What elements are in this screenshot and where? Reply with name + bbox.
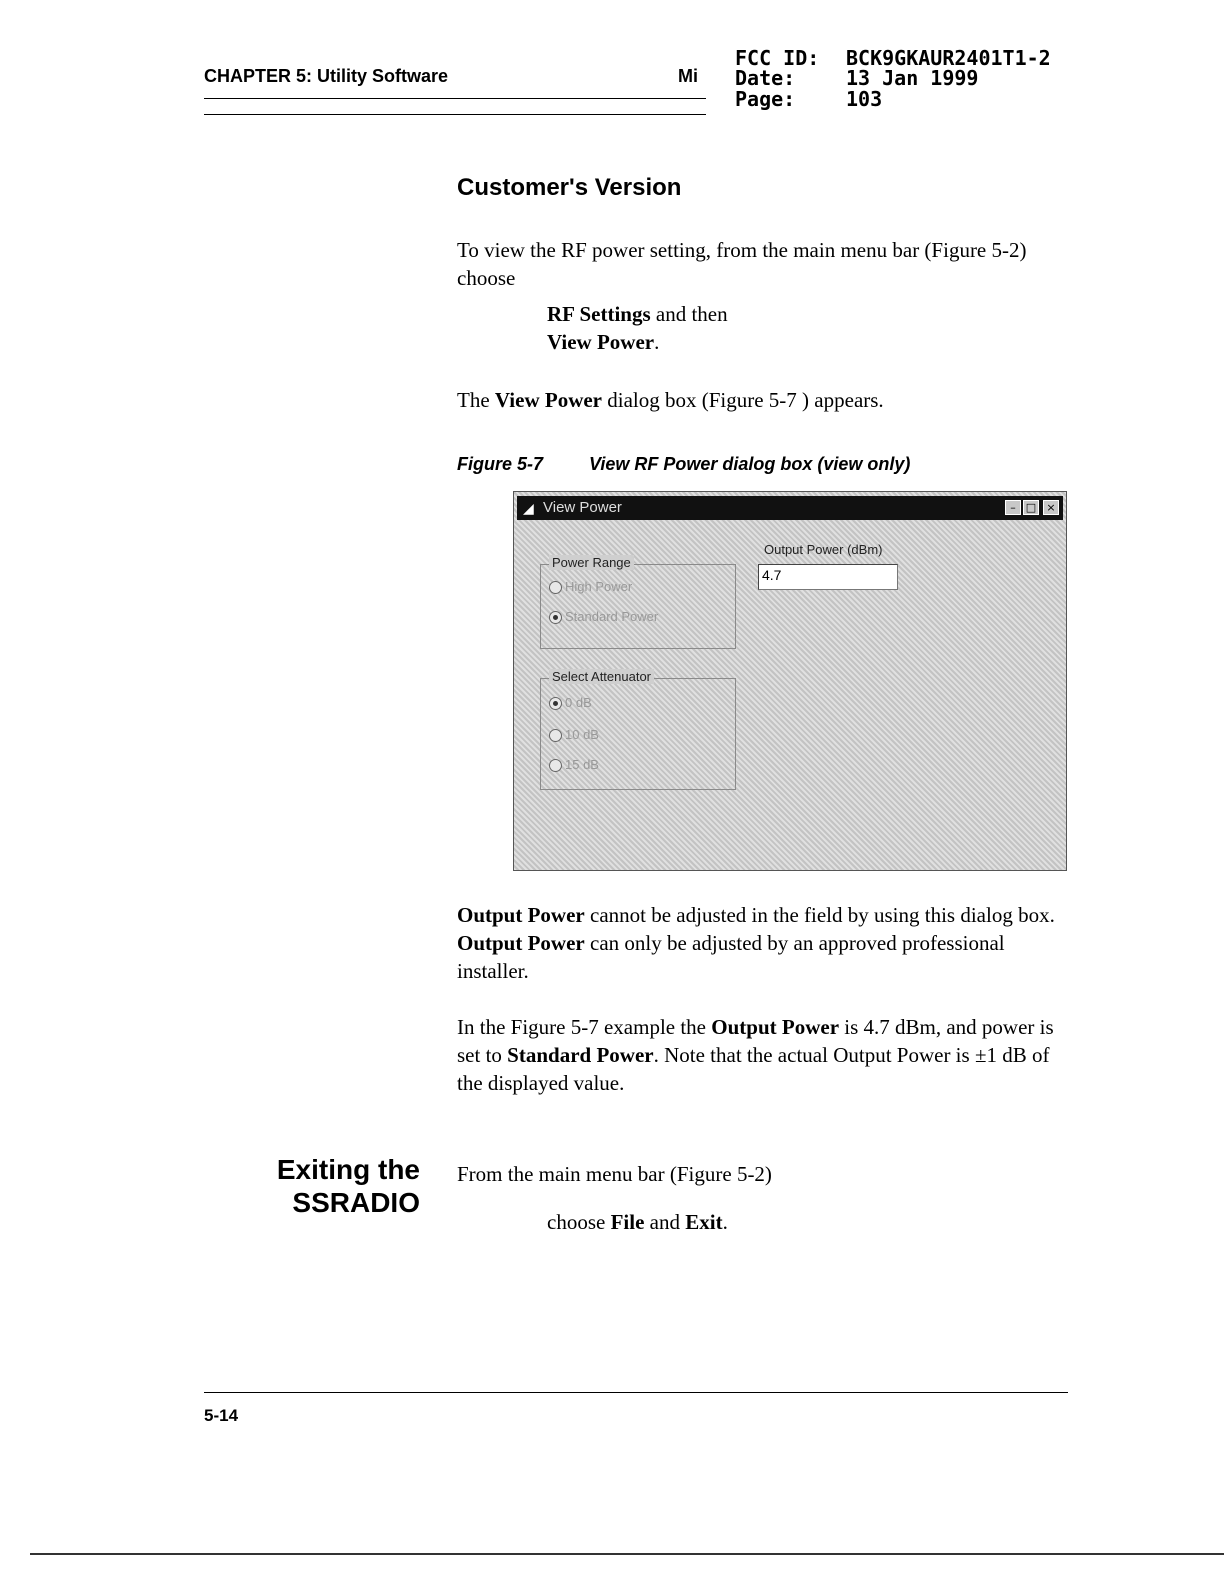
exit-file: File (610, 1210, 645, 1234)
radio-icon (549, 581, 562, 594)
attenuator-label: Select Attenuator (549, 669, 654, 684)
output-power-label: Output Power (dBm) (764, 542, 883, 557)
radio-icon (549, 759, 562, 772)
menu-item-view-power: View Power (547, 330, 655, 354)
exit-and: and (644, 1210, 686, 1234)
footer-page-number: 5-14 (204, 1406, 239, 1425)
example-text-3: . Note that the actual Output Power is ±1 dB of the displayed value. (457, 1043, 1050, 1095)
exit-heading-line2: SSRADIO (292, 1187, 420, 1218)
radio-0db-label: 0 dB (565, 695, 592, 710)
note-bold-1: Output Power (457, 903, 585, 927)
section-title: Customer's Version (457, 174, 682, 201)
menu-item-rf-settings: RF Settings (547, 302, 651, 326)
figure-number: Figure 5-7 (457, 454, 544, 474)
power-range-label: Power Range (549, 555, 634, 570)
exit-paragraph: From the main menu bar (Figure 5-2) (457, 1162, 772, 1186)
radio-icon (549, 729, 562, 742)
footer-rule (204, 1392, 1068, 1393)
radio-0db[interactable] (549, 695, 592, 710)
output-power-field[interactable]: 4.7 (758, 564, 898, 590)
example-bold-1: Output Power (711, 1015, 840, 1039)
example-bold-2: Standard Power (507, 1043, 654, 1067)
window-icon: ◢ (523, 500, 534, 516)
page-value: 103 (846, 87, 883, 111)
note-bold-2: Output Power (457, 931, 585, 955)
page-label: Page: (735, 87, 796, 111)
radio-10db-label: 10 dB (565, 727, 599, 742)
appears-bold: View Power (494, 388, 602, 412)
power-range-group (540, 555, 736, 649)
fcc-id-value: BCK9GKAUR2401T1-2 (846, 46, 1051, 70)
exit-choose: choose (547, 1210, 611, 1234)
appears-post: dialog box (Figure 5-7 ) appears. (602, 388, 884, 412)
exit-step (547, 1208, 728, 1236)
radio-15db-label: 15 dB (565, 757, 599, 772)
menu-step-2 (547, 328, 659, 356)
note-text-2: can only be adjusted by an approved professional installer. (457, 931, 1005, 983)
dialog-title: View Power (543, 499, 622, 516)
date-label: Date: (735, 66, 796, 90)
intro-paragraph: To view the RF power setting, from the main menu bar (Figure 5-2) choose (457, 238, 1027, 290)
maximize-icon[interactable]: □ (1023, 500, 1039, 515)
radio-standard-power[interactable] (549, 609, 658, 624)
fcc-id-label: FCC ID: (735, 46, 820, 70)
figure-caption (457, 454, 910, 475)
dialog-titlebar (517, 496, 1063, 520)
figure-title: View RF Power dialog box (view only) (589, 454, 911, 474)
chapter-header: CHAPTER 5: Utility Software (204, 66, 449, 86)
radio-high-power[interactable] (549, 579, 632, 594)
header-rule-secondary (204, 114, 706, 115)
exit-exit: Exit (685, 1210, 723, 1234)
minimize-icon[interactable]: – (1005, 500, 1021, 515)
radio-standard-power-label: Standard Power (565, 609, 659, 624)
exit-period: . (722, 1210, 728, 1234)
attenuator-group (540, 669, 736, 790)
radio-10db[interactable] (549, 727, 599, 742)
radio-15db[interactable] (549, 757, 599, 772)
radio-selected-icon (549, 611, 562, 624)
date-value: 13 Jan 1999 (846, 66, 979, 90)
example-text-2: is 4.7 dBm, and power is set to (457, 1015, 1054, 1067)
bottom-scan-line (30, 1553, 1224, 1555)
menu-step-1 (547, 300, 728, 328)
radio-selected-icon (549, 697, 562, 710)
appears-pre: The (457, 388, 495, 412)
example-paragraph (457, 1013, 1077, 1097)
output-power-note (457, 901, 1077, 985)
menu-step-1-suffix: and then (650, 302, 728, 326)
radio-high-power-label: High Power (565, 579, 633, 594)
view-power-dialog (513, 491, 1067, 871)
appears-paragraph (457, 386, 1077, 414)
example-text-1: In the Figure 5-7 example the (457, 1015, 712, 1039)
note-text-1: cannot be adjusted in the field by using this dialog box. (584, 903, 1055, 927)
exit-heading-line1: Exiting the (276, 1154, 420, 1185)
header-rule (204, 98, 706, 99)
close-icon[interactable]: × (1043, 500, 1059, 515)
menu-step-2-suffix: . (654, 330, 660, 354)
header-truncated-text: Mi (678, 66, 698, 86)
